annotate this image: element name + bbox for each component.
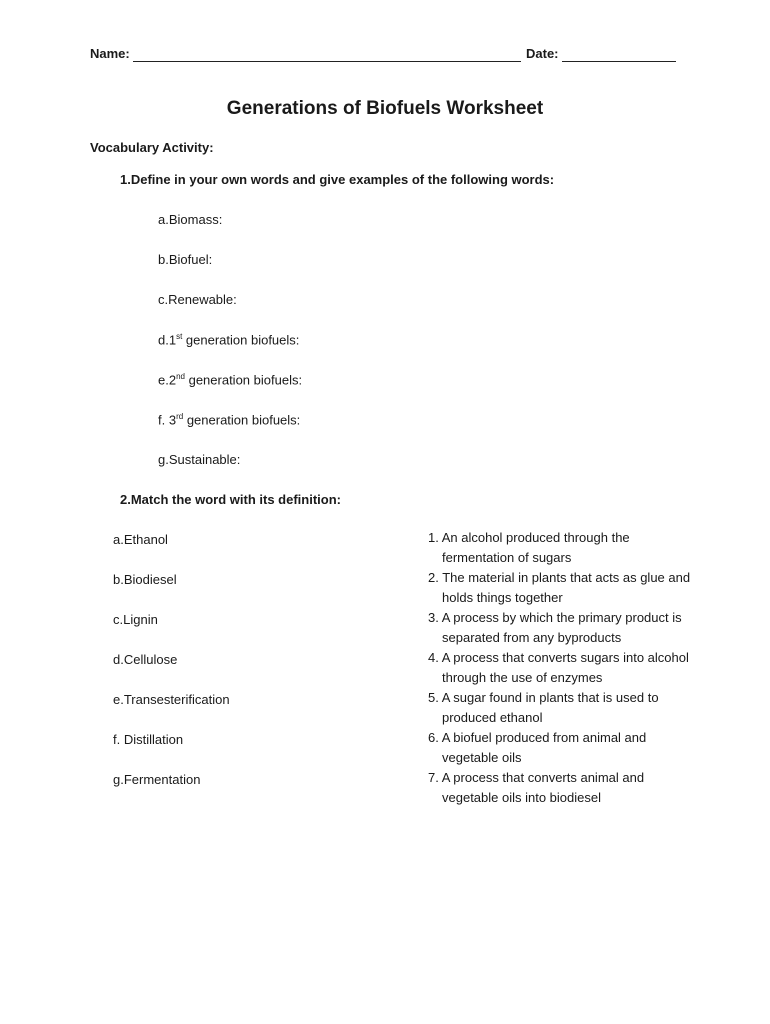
term-superscript: rd xyxy=(176,412,184,421)
definition-item: 1. An alcohol produced through the fermentation of sugars xyxy=(428,530,630,565)
term-text-suffix: generation biofuels: xyxy=(183,412,301,428)
match-term-item: e.Transesterification xyxy=(113,692,230,707)
worksheet-title: Generations of Biofuels Worksheet xyxy=(226,98,544,119)
define-term-item xyxy=(158,252,212,267)
definition-item: 2. The material in plants that acts as glue and holds things together xyxy=(428,570,691,605)
name-line xyxy=(133,61,521,62)
definition-item: 6. A biofuel produced from animal and vegetable oils xyxy=(428,730,647,765)
name-label: Name: xyxy=(90,46,130,61)
define-term-item xyxy=(158,372,302,387)
date-label: Date: xyxy=(526,46,559,61)
vocabulary-heading: Vocabulary Activity: xyxy=(90,140,214,155)
define-term-item xyxy=(158,332,299,347)
match-term-item: c.Lignin xyxy=(113,612,158,627)
term-text: f. 3 xyxy=(158,412,177,428)
match-term-item: d.Cellulose xyxy=(113,652,178,667)
define-term-item xyxy=(158,412,300,427)
term-text: c.Renewable: xyxy=(158,292,237,307)
term-text: d.1 xyxy=(158,332,177,348)
match-term-item: f. Distillation xyxy=(113,732,184,747)
term-text: b.Biofuel: xyxy=(158,252,213,267)
term-superscript: nd xyxy=(176,372,185,381)
define-term-item xyxy=(158,452,240,467)
term-text-suffix: generation biofuels: xyxy=(182,332,300,348)
match-term-item: g.Fermentation xyxy=(113,772,201,787)
term-text: e.2 xyxy=(158,372,177,388)
definition-item: 4. A process that converts sugars into alcohol through the use of enzymes xyxy=(428,650,689,685)
question-1-heading: 1.Define in your own words and give examples of the following words: xyxy=(120,172,555,187)
definition-item: 7. A process that converts animal and vegetable oils into biodiesel xyxy=(428,770,645,805)
term-text-suffix: generation biofuels: xyxy=(184,372,303,388)
match-term-item: a.Ethanol xyxy=(113,532,168,547)
definition-item: 3. A process by which the primary product is separated from any byproducts xyxy=(428,610,682,645)
match-term-item: b.Biodiesel xyxy=(113,572,177,587)
term-superscript: st xyxy=(176,332,183,341)
definition-item: 5. A sugar found in plants that is used to produced ethanol xyxy=(428,690,659,725)
date-line xyxy=(562,61,676,62)
define-term-item xyxy=(158,292,237,307)
header-row xyxy=(90,46,676,66)
define-term-item xyxy=(158,212,222,227)
term-text: a.Biomass: xyxy=(158,212,223,227)
term-text: g.Sustainable: xyxy=(158,452,241,467)
question-2-heading: 2.Match the word with its definition: xyxy=(120,492,341,507)
